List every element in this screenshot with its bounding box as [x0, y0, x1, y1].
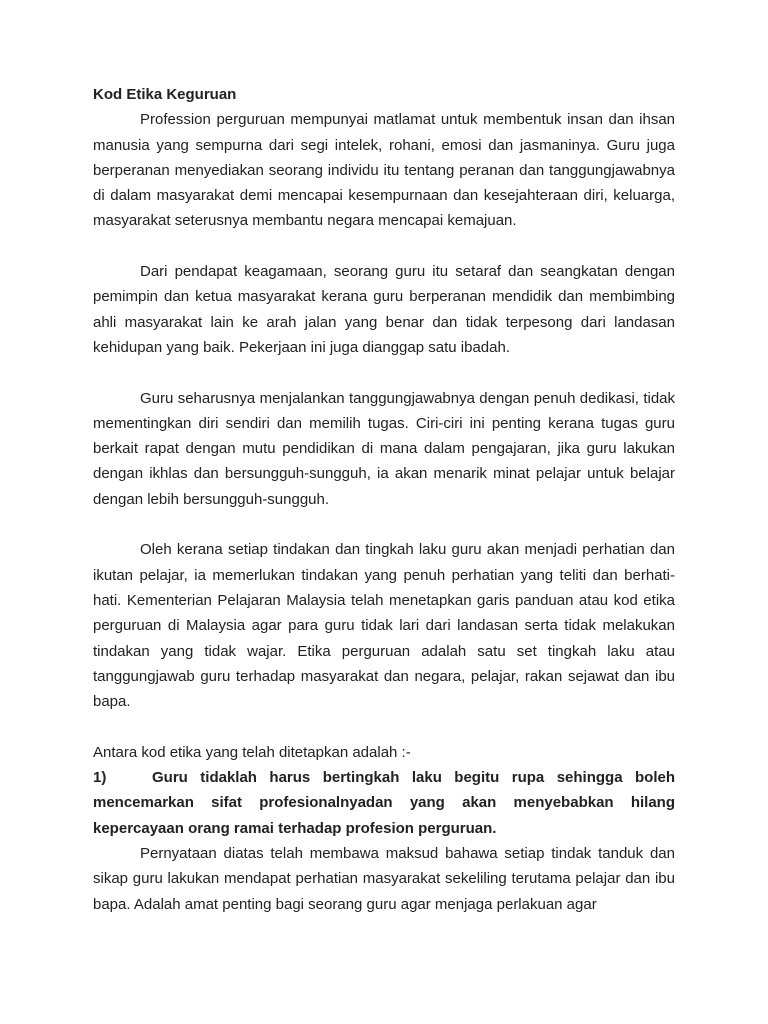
paragraph-spacer	[93, 512, 675, 537]
code-item-1	[93, 765, 675, 841]
code-item-text: Guru tidaklah harus bertingkah laku begitu rupa sehingga boleh mencemarkan sifat profesionalnyadan yang akan menyebabkan hilang kepercayaan orang ramai terhadap profesion perguruan.	[93, 769, 675, 837]
paragraph-3: Guru seharusnya menjalankan tanggungjawabnya dengan penuh dedikasi, tidak mementingkan diri sendiri dan memilih tugas. Ciri-ciri ini penting kerana tugas guru berkait rapat dengan mutu pendidikan di mana dalam pengajaran, jika guru lakukan dengan ikhlas dan bersungguh-sungguh, ia akan menarik minat pelajar untuk belajar dengan lebih bersungguh-sungguh.	[93, 389, 675, 508]
paragraph-4: Oleh kerana setiap tindakan dan tingkah laku guru akan menjadi perhatian dan ikutan pelajar, ia memerlukan tindakan yang penuh perhatian yang teliti dan berhati-hati. Kementerian Pelajaran Malaysia telah menetapkan garis panduan atau kod etika perguruan di Malaysia agar para guru tidak lari dari landasan serta tidak melakukan tindakan yang tidak wajar. Etika perguruan adalah satu set tingkah laku atau tanggungjawab guru terhadap masyarakat dan negara, pelajar, rakan sejawat dan ibu bapa.	[93, 541, 675, 711]
document-page	[93, 82, 675, 917]
list-intro: Antara kod etika yang telah ditetapkan adalah :-	[93, 743, 411, 761]
paragraph-1: Profession perguruan mempunyai matlamat untuk membentuk insan dan ihsan manusia yang sempurna dari segi intelek, rohani, emosi dan jasmaninya. Guru juga berperanan menyediakan seorang individu itu tentang peranan dan tanggungjawabnya di dalam masyarakat demi mencapai kesempurnaan dan kesejahteraan diri, keluarga, masyarakat seterusnya membantu negara mencapai kemajuan.	[93, 111, 675, 230]
paragraph-2: Dari pendapat keagamaan, seorang guru itu setaraf dan seangkatan dengan pemimpin dan ketua masyarakat kerana guru berperanan mendidik dan membimbing ahli masyarakat lain ke arah jalan yang benar dan tidak terpesong dari landasan kehidupan yang baik. Pekerjaan ini juga dianggap satu ibadah.	[93, 263, 675, 356]
paragraph-spacer	[93, 360, 675, 385]
paragraph-spacer	[93, 714, 675, 739]
code-item-explanation: Pernyataan diatas telah membawa maksud bahawa setiap tindak tanduk dan sikap guru lakukan mendapat perhatian masyarakat sekeliling terutama pelajar dan ibu bapa. Adalah amat penting bagi seorang guru agar menjaga perlakuan agar	[93, 844, 675, 913]
document-title: Kod Etika Keguruan	[93, 86, 237, 103]
paragraph-spacer	[93, 234, 675, 259]
code-item-number: 1)	[93, 769, 107, 787]
